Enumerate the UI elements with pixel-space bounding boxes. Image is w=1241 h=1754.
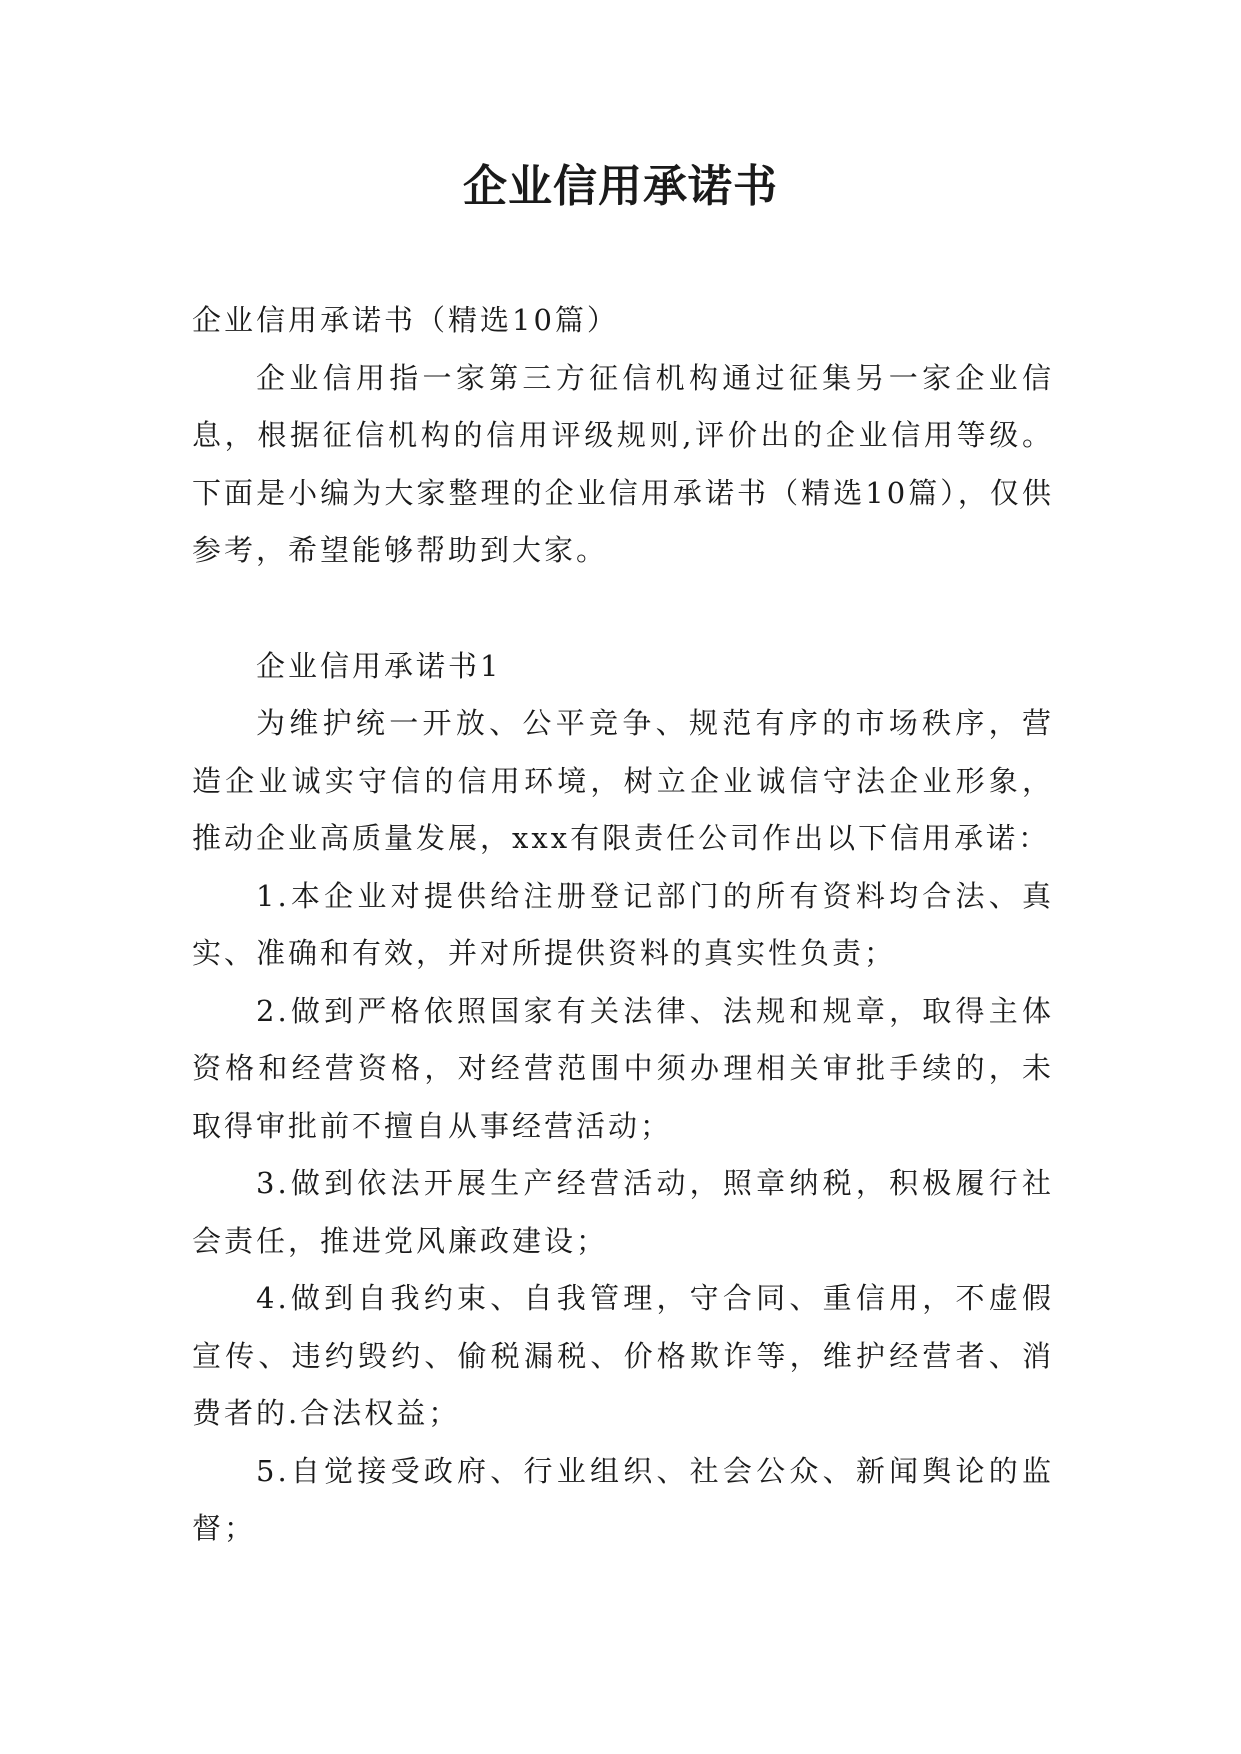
body-paragraph: 为维护统一开放、公平竞争、规范有序的市场秩序，营造企业诚实守信的信用环境，树立企业诚信守法企业形象，推动企业高质量发展，xxx有限责任公司作出以下信用承诺： bbox=[192, 706, 1054, 855]
commitment-item-5: 5.自觉接受政府、行业组织、社会公众、新闻舆论的监督； bbox=[192, 1453, 1054, 1545]
commitment-item-2: 2.做到严格依照国家有关法律、法规和规章，取得主体资格和经营资格，对经营范围中须办理相关审批手续的，未取得审批前不擅自从事经营活动； bbox=[192, 993, 1054, 1143]
commitment-item-1: 1.本企业对提供给注册登记部门的所有资料均合法、真实、准确和有效，并对所提供资料的真实性负责； bbox=[192, 878, 1054, 970]
section-heading: 企业信用承诺书1 bbox=[256, 648, 502, 683]
commitment-item-4: 4.做到自我约束、自我管理，守合同、重信用，不虚假宣传、违约毁约、偷税漏税、价格欺诈等，维护经营者、消费者的.合法权益； bbox=[192, 1281, 1054, 1430]
intro-paragraph: 企业信用指一家第三方征信机构通过征集另一家企业信息，根据征信机构的信用评级规则,评价出的企业信用等级。下面是小编为大家整理的企业信用承诺书（精选10篇），仅供参考，希望能够帮助到大家。 bbox=[192, 360, 1054, 567]
document-body bbox=[192, 292, 1054, 1558]
page-title: 企业信用承诺书 bbox=[463, 161, 778, 212]
document-subtitle: 企业信用承诺书（精选10篇） bbox=[192, 303, 619, 337]
commitment-item-3: 3.做到依法开展生产经营活动，照章纳税，积极履行社会责任，推进党风廉政建设； bbox=[192, 1166, 1054, 1258]
paragraph-spacer bbox=[192, 580, 1054, 638]
